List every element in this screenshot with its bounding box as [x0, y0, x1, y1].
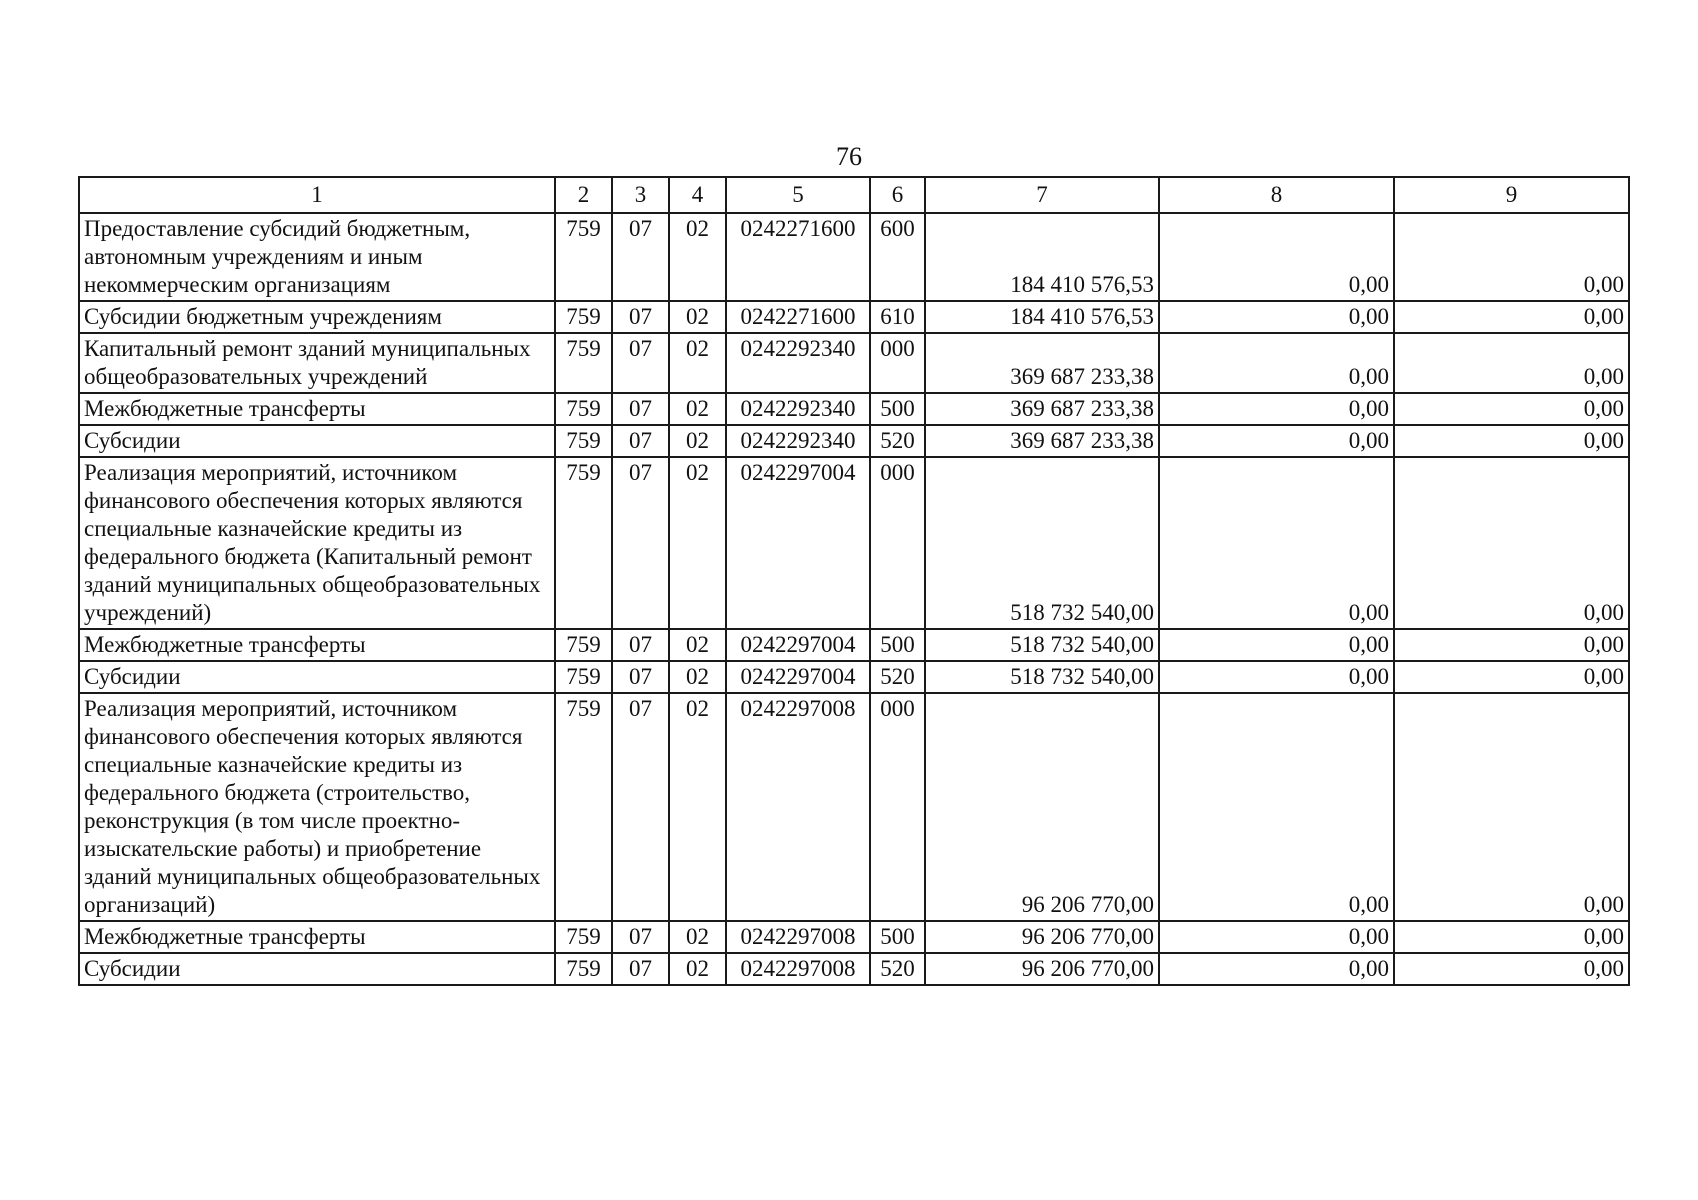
cell-amount-col7: 96 206 770,00	[925, 921, 1159, 953]
table-row	[79, 393, 1629, 425]
row-name: Межбюджетные трансферты	[79, 921, 555, 953]
cell-amount-col8: 0,00	[1159, 333, 1394, 393]
cell-amount-col8: 0,00	[1159, 953, 1394, 985]
cell-col4: 02	[669, 393, 726, 425]
cell-amount-col8: 0,00	[1159, 661, 1394, 693]
cell-col3: 07	[612, 693, 669, 921]
cell-col3: 07	[612, 629, 669, 661]
cell-col6: 500	[870, 629, 925, 661]
row-name: Предоставление субсидий бюджетным, автономным учреждениям и иным некоммерческим организациям	[79, 213, 555, 301]
cell-col4: 02	[669, 425, 726, 457]
table-row	[79, 921, 1629, 953]
cell-amount-col7: 184 410 576,53	[925, 301, 1159, 333]
row-name: Субсидии	[79, 661, 555, 693]
cell-col5: 0242297004	[726, 629, 870, 661]
cell-amount-col8: 0,00	[1159, 693, 1394, 921]
cell-col6: 000	[870, 457, 925, 629]
cell-amount-col7: 518 732 540,00	[925, 457, 1159, 629]
cell-col5: 0242297004	[726, 457, 870, 629]
table-row	[79, 301, 1629, 333]
cell-col3: 07	[612, 213, 669, 301]
row-name: Реализация мероприятий, источником финансового обеспечения которых являются специальные казначейские кредиты из федерального бюджета (Капитальный ремонт зданий муниципальных общеобразовательных учреждений)	[79, 457, 555, 629]
cell-col5: 0242292340	[726, 333, 870, 393]
cell-col3: 07	[612, 425, 669, 457]
table-body	[79, 213, 1629, 985]
cell-amount-col9: 0,00	[1394, 393, 1629, 425]
cell-amount-col8: 0,00	[1159, 213, 1394, 301]
column-header: 4	[669, 177, 726, 213]
cell-col4: 02	[669, 213, 726, 301]
column-header: 6	[870, 177, 925, 213]
cell-col6: 520	[870, 661, 925, 693]
column-header: 9	[1394, 177, 1629, 213]
cell-amount-col9: 0,00	[1394, 333, 1629, 393]
cell-col3: 07	[612, 393, 669, 425]
table-row	[79, 953, 1629, 985]
cell-amount-col9: 0,00	[1394, 661, 1629, 693]
cell-amount-col9: 0,00	[1394, 425, 1629, 457]
cell-col4: 02	[669, 629, 726, 661]
cell-col2: 759	[555, 457, 612, 629]
column-header: 8	[1159, 177, 1394, 213]
row-name: Межбюджетные трансферты	[79, 393, 555, 425]
cell-amount-col8: 0,00	[1159, 301, 1394, 333]
cell-amount-col7: 369 687 233,38	[925, 393, 1159, 425]
cell-col5: 0242297008	[726, 953, 870, 985]
row-name: Субсидии	[79, 953, 555, 985]
cell-col4: 02	[669, 693, 726, 921]
cell-col3: 07	[612, 301, 669, 333]
cell-amount-col7: 518 732 540,00	[925, 629, 1159, 661]
cell-col2: 759	[555, 213, 612, 301]
cell-col5: 0242297008	[726, 693, 870, 921]
cell-col5: 0242271600	[726, 213, 870, 301]
cell-col2: 759	[555, 393, 612, 425]
cell-amount-col7: 184 410 576,53	[925, 213, 1159, 301]
column-header: 7	[925, 177, 1159, 213]
cell-amount-col9: 0,00	[1394, 629, 1629, 661]
table-row	[79, 213, 1629, 301]
page-number: 76	[836, 142, 862, 171]
cell-col5: 0242292340	[726, 393, 870, 425]
cell-amount-col7: 369 687 233,38	[925, 425, 1159, 457]
table-row	[79, 629, 1629, 661]
cell-amount-col8: 0,00	[1159, 921, 1394, 953]
cell-col4: 02	[669, 457, 726, 629]
cell-col6: 600	[870, 213, 925, 301]
cell-amount-col9: 0,00	[1394, 213, 1629, 301]
cell-col6: 520	[870, 425, 925, 457]
cell-col6: 610	[870, 301, 925, 333]
cell-col6: 520	[870, 953, 925, 985]
column-header: 5	[726, 177, 870, 213]
cell-col3: 07	[612, 333, 669, 393]
cell-amount-col9: 0,00	[1394, 301, 1629, 333]
cell-col4: 02	[669, 333, 726, 393]
cell-col3: 07	[612, 661, 669, 693]
cell-col5: 0242271600	[726, 301, 870, 333]
table-row	[79, 457, 1629, 629]
table-row	[79, 661, 1629, 693]
cell-col6: 500	[870, 921, 925, 953]
cell-col2: 759	[555, 661, 612, 693]
cell-amount-col8: 0,00	[1159, 425, 1394, 457]
cell-amount-col7: 369 687 233,38	[925, 333, 1159, 393]
row-name: Субсидии бюджетным учреждениям	[79, 301, 555, 333]
cell-col4: 02	[669, 953, 726, 985]
cell-col5: 0242297004	[726, 661, 870, 693]
cell-col2: 759	[555, 333, 612, 393]
cell-col2: 759	[555, 921, 612, 953]
cell-amount-col8: 0,00	[1159, 457, 1394, 629]
cell-col2: 759	[555, 301, 612, 333]
row-name: Реализация мероприятий, источником финансового обеспечения которых являются специальные казначейские кредиты из федерального бюджета (строительство, реконструкция (в том числе проектно-изыскательские работы) и приобретение зданий муниципальных общеобразовательных организаций)	[79, 693, 555, 921]
cell-col5: 0242292340	[726, 425, 870, 457]
cell-col2: 759	[555, 693, 612, 921]
column-header: 3	[612, 177, 669, 213]
cell-col3: 07	[612, 921, 669, 953]
cell-amount-col9: 0,00	[1394, 921, 1629, 953]
cell-col6: 500	[870, 393, 925, 425]
cell-amount-col9: 0,00	[1394, 953, 1629, 985]
cell-col4: 02	[669, 661, 726, 693]
cell-amount-col8: 0,00	[1159, 629, 1394, 661]
cell-col3: 07	[612, 953, 669, 985]
cell-col2: 759	[555, 953, 612, 985]
cell-col2: 759	[555, 629, 612, 661]
cell-amount-col9: 0,00	[1394, 693, 1629, 921]
cell-amount-col7: 96 206 770,00	[925, 953, 1159, 985]
cell-amount-col8: 0,00	[1159, 393, 1394, 425]
cell-col6: 000	[870, 693, 925, 921]
cell-amount-col9: 0,00	[1394, 457, 1629, 629]
cell-col6: 000	[870, 333, 925, 393]
row-name: Капитальный ремонт зданий муниципальных общеобразовательных учреждений	[79, 333, 555, 393]
table-row	[79, 333, 1629, 393]
cell-col4: 02	[669, 921, 726, 953]
header-row	[79, 177, 1629, 213]
row-name: Субсидии	[79, 425, 555, 457]
cell-amount-col7: 518 732 540,00	[925, 661, 1159, 693]
cell-col5: 0242297008	[726, 921, 870, 953]
cell-col2: 759	[555, 425, 612, 457]
column-header: 2	[555, 177, 612, 213]
cell-col4: 02	[669, 301, 726, 333]
row-name: Межбюджетные трансферты	[79, 629, 555, 661]
budget-table	[78, 176, 1630, 986]
cell-amount-col7: 96 206 770,00	[925, 693, 1159, 921]
table-row	[79, 425, 1629, 457]
cell-col3: 07	[612, 457, 669, 629]
table-row	[79, 693, 1629, 921]
column-header: 1	[79, 177, 555, 213]
